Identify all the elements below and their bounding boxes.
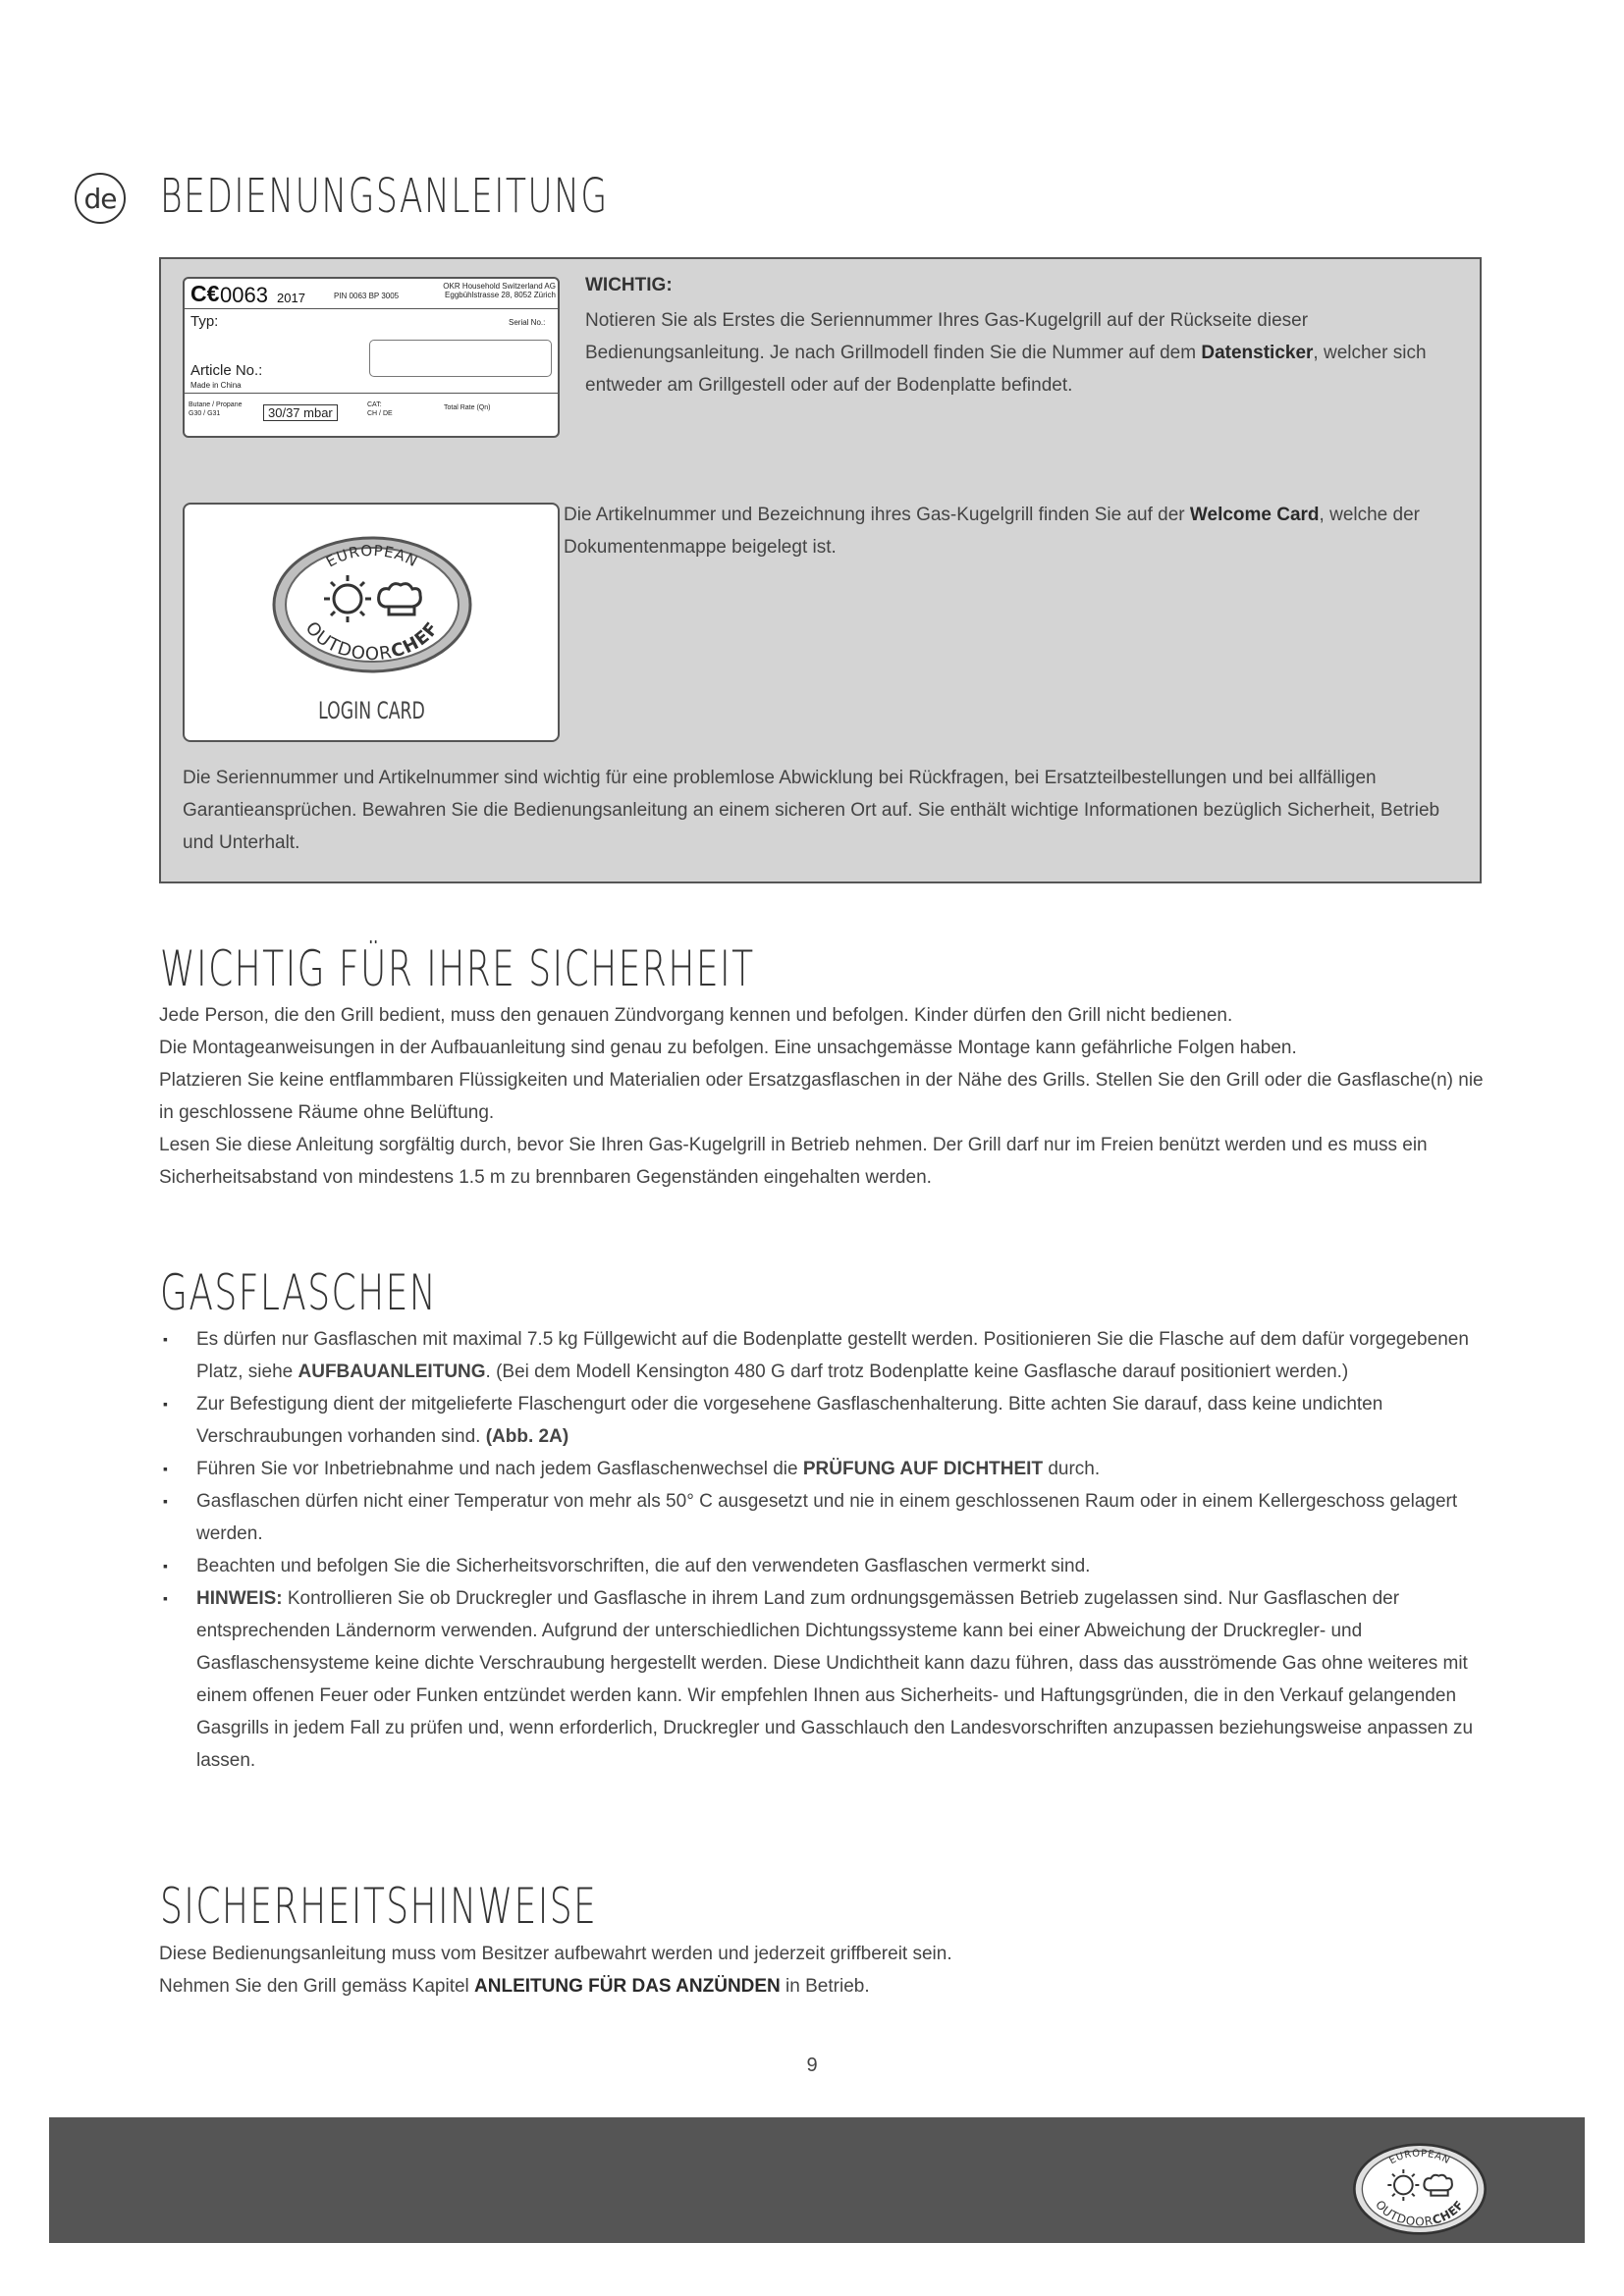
gas-cylinders-list [159,1323,1485,1777]
sticker-divider [185,393,558,394]
important-heading: WICHTIG: [585,275,673,295]
sticker-type-label: Typ: [190,313,219,330]
login-card-label: LOGIN CARD [317,697,425,724]
gas-cylinders-section-title: GASFLASCHEN [160,1264,438,1321]
list-item: ▪ Zur Befestigung dient der mitgelieferte Flaschengurt oder die vorgesehene Gasflaschenhalterung. Bitte achten Sie darauf, dass keine undichten Verschraubungen vorhanden sind. (Abb. 2A) [163,1394,1383,1447]
list-item: ▪ Führen Sie vor Inbetriebnahme und nach jedem Gasflaschenwechsel die PRÜFUNG AUF DICHTHEIT durch. [163,1459,1101,1479]
sticker-serial-label: Serial No.: [509,318,546,327]
info-box-footer-text: Die Seriennummer und Artikelnummer sind wichtig für eine problemlose Abwicklung bei Rückfragen, bei Ersatzteilbestellungen und bei allfälligen Garantieansprüchen. Bewahren Sie die Bedienungsanleitung an einem sicheren Ort auf. Sie enthält wichtige Informationen bezüglich Sicherheit, Betrieb und Unterhalt. [183,768,1440,853]
sticker-category: CAT: CH / DE [367,401,393,417]
sticker-serial-field [369,340,552,377]
safety-paragraph: Jede Person, die den Grill bedient, muss den genauen Zündvorgang kennen und befolgen. Kinder dürfen den Grill nicht bedienen. [159,1005,1233,1026]
safety-section-title: WICHTIG FÜR IHRE SICHERHEIT [160,940,755,997]
sticker-gas-type: Butane / Propane G30 / G31 [189,401,243,417]
welcome-card-text: Die Artikelnummer und Bezeichnung ihres Gas-Kugelgrill finden Sie auf der Welcome Card, welche der Dokumentenmappe beigelegt ist. [564,505,1420,558]
sticker-total-rate: Total Rate (Qn) [444,404,491,411]
european-outdoorchef-logo [269,534,475,681]
sticker-article-label: Article No.: [190,362,263,379]
important-text: Notieren Sie als Erstes die Seriennummer Ihres Gas-Kugelgrill auf der Rückseite dieser Bedienungsanleitung. Je nach Grillmodell finden Sie die Nummer auf dem Datensticker, welcher sich entweder am Grillgestell oder auf der Bodenplatte befindet. [585,310,1427,396]
data-sticker-illustration [183,277,560,438]
sticker-divider [185,308,558,309]
sticker-company: OKR Household Switzerland AG Eggbühlstrasse 28, 8052 Zürich [443,282,556,299]
safety-paragraph: Platzieren Sie keine entflammbaren Flüssigkeiten und Materialien oder Ersatzgasflaschen in der Nähe des Grills. Stellen Sie den Grill oder die Gasflasche(n) nie in geschlossene Räume ohne Belüftung. [159,1070,1484,1123]
notes-paragraph: Diese Bedienungsanleitung muss vom Besitzer aufbewahrt werden und jederzeit griffbereit sein. [159,1944,952,1964]
sticker-year: 2017 [277,291,305,305]
footer-logo-top-text: EUROPEAN [1387,2148,1452,2167]
safety-paragraph: Die Montageanweisungen in der Aufbauanleitung sind genau zu befolgen. Eine unsachgemässe Montage kann gefährliche Folgen haben. [159,1038,1297,1058]
footer-logo-bottom-text: OUTDOORCHEF [1373,2197,1467,2229]
login-card-illustration [183,503,560,742]
sticker-pin: PIN 0063 BP 3005 [334,292,400,300]
list-item: ▪ Beachten und befolgen Sie die Sicherheitsvorschriften, die auf den verwendeten Gasflaschen vermerkt sind. [163,1556,1091,1576]
logo-top-text: EUROPEAN [323,541,421,571]
ce-mark: C€ [190,281,220,306]
ce-number: 0063 [220,283,268,307]
page-number: 9 [806,2055,818,2076]
list-item: ▪ HINWEIS: Kontrollieren Sie ob Druckregler und Gasflasche in ihrem Land zum ordnungsgemässen Betrieb zugelassen sind. Nur Gasflaschen der entsprechenden Ländernorm verwenden. Aufgrund der unterschiedlichen Dichtungssysteme kann bei einer Abweichung der Druckregler- und Gasflaschensysteme keine dichte Verschraubung hergestellt werden. Diese Undichtheit kann dazu führen, dass das ausströmende Gas ohne weiteres mit einem offenen Feuer oder Funken entzündet werden kann. Wir empfehlen Ihnen aus Sicherheits- und Haftungsgründen, die in den Verkauf gelangenden Gasgrills in jedem Fall zu prüfen und, wenn erforderlich, Druckregler und Gasschlauch den Landesvorschriften anzupassen beziehungsweise anpassen zu lassen. [163,1588,1474,1771]
sticker-pressure: 30/37 mbar [263,404,338,421]
footer-outdoorchef-logo [1351,2142,1489,2240]
safety-section-body [159,999,1485,1194]
safety-notes-body [159,1938,1485,2002]
notes-paragraph: Nehmen Sie den Grill gemäss Kapitel ANLEITUNG FÜR DAS ANZÜNDEN in Betrieb. [159,1976,870,1997]
sticker-made-in: Made in China [190,381,242,390]
safety-notes-section-title: SICHERHEITSHINWEISE [160,1878,598,1935]
list-item: ▪ Es dürfen nur Gasflaschen mit maximal 7.5 kg Füllgewicht auf die Bodenplatte gestellt werden. Positionieren Sie die Flasche auf dem dafür vorgegebenen Platz, siehe AUFBAUANLEITUNG. (Bei dem Modell Kensington 480 G darf trotz Bodenplatte keine Gasflasche darauf positioniert werden.) [163,1329,1469,1382]
logo-bottom-text: OUTDOORCHEF [300,617,444,666]
safety-paragraph: Lesen Sie diese Anleitung sorgfältig durch, bevor Sie Ihren Gas-Kugelgrill in Betrieb nehmen. Der Grill darf nur im Freien benützt werden und es muss ein Sicherheitsabstand von mindestens 1.5 m zu brennbaren Gegenständen eingehalten werden. [159,1135,1428,1188]
list-item: ▪ Gasflaschen dürfen nicht einer Temperatur von mehr als 50° C ausgesetzt und nie in einem geschlossenen Raum oder in einem Kellergeschoss gelagert werden. [163,1491,1458,1544]
page-title: BEDIENUNGSANLEITUNG [160,169,609,224]
language-badge [75,173,126,224]
language-badge-label: de [83,182,117,215]
